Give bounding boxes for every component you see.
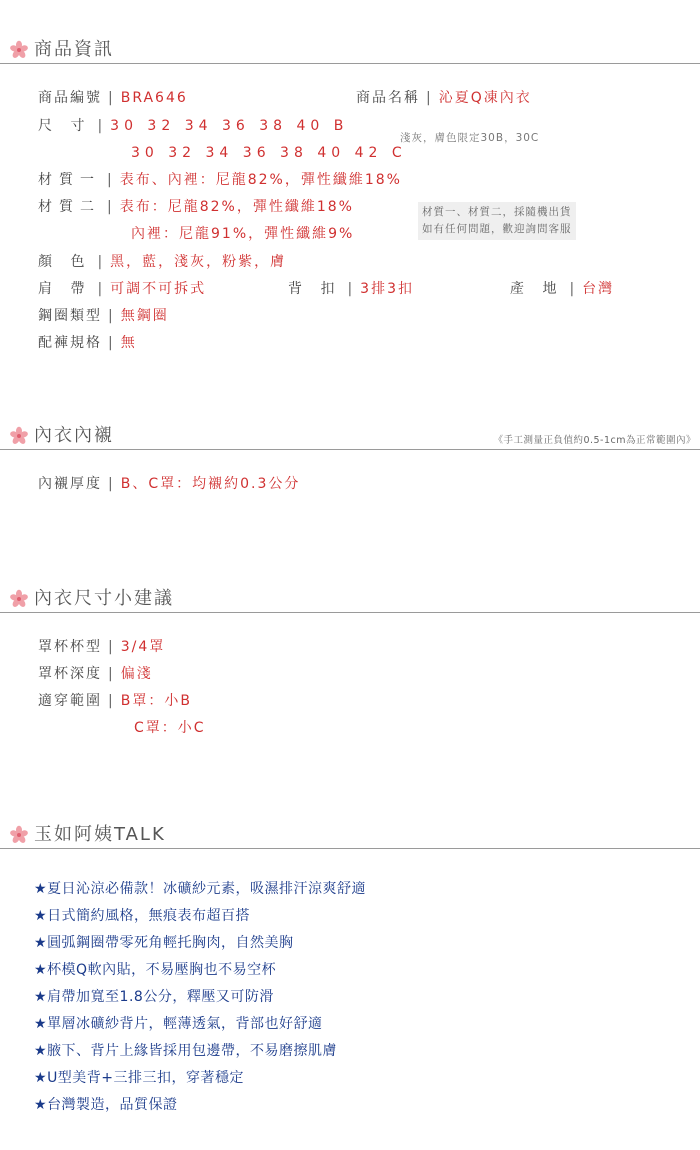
material2-line2: 內裡：尼龍91%，彈性纖維9% xyxy=(131,226,355,242)
cup-type-value: 3/4罩 xyxy=(120,639,166,655)
separator: | xyxy=(97,254,105,270)
wire-row xyxy=(38,306,169,326)
separator: | xyxy=(108,693,115,709)
section-divider xyxy=(0,63,700,64)
star-icon: ★ xyxy=(34,1016,48,1032)
separator: | xyxy=(97,118,105,134)
wire-label: 鋼圈類型 xyxy=(38,308,102,324)
fit-range-row-2 xyxy=(134,718,206,738)
section-divider xyxy=(0,449,700,450)
pants-value: 無 xyxy=(120,335,137,351)
talk-item-text: 肩帶加寬至1.8公分，釋壓又可防滑 xyxy=(47,989,274,1005)
material1-value: 表布、內裡：尼龍82%，彈性纖維18% xyxy=(119,172,402,188)
talk-item xyxy=(34,987,274,1007)
material1-row xyxy=(38,170,402,190)
origin-label: 產 地 xyxy=(510,281,564,297)
talk-item-text: 日式簡約風格，無痕表布超百搭 xyxy=(47,908,251,924)
color-label: 顏 色 xyxy=(38,254,92,270)
origin-value: 台灣 xyxy=(582,281,615,297)
origin-row xyxy=(510,279,614,299)
material2-label: 材質二 xyxy=(38,199,101,215)
material2-row xyxy=(38,197,354,217)
lining-thickness-label: 內襯厚度 xyxy=(38,476,102,492)
star-icon: ★ xyxy=(34,881,48,897)
material1-label: 材質一 xyxy=(38,172,101,188)
talk-item xyxy=(34,906,250,926)
talk-item xyxy=(34,960,276,980)
flower-icon xyxy=(9,426,29,446)
separator: | xyxy=(108,90,115,106)
fit-range-row xyxy=(38,691,192,711)
separator: | xyxy=(347,281,355,297)
talk-item xyxy=(34,1014,323,1034)
talk-item xyxy=(34,879,366,899)
separator: | xyxy=(107,172,114,188)
section-header-size xyxy=(0,587,700,613)
lining-thickness-row xyxy=(38,474,300,494)
talk-item xyxy=(34,1041,337,1061)
fit-range-b: B罩：小B xyxy=(120,693,192,709)
material2-row-2 xyxy=(131,224,354,244)
cup-type-row xyxy=(38,637,165,657)
section-title-info: 商品資訊 xyxy=(34,39,114,60)
strap-row xyxy=(38,279,206,299)
cup-type-label: 罩杯杯型 xyxy=(38,639,102,655)
talk-item-text: 夏日沁涼必備款！冰礦紗元素，吸濕排汗涼爽舒適 xyxy=(47,881,367,897)
separator: | xyxy=(426,90,433,106)
separator: | xyxy=(108,476,115,492)
size-row-c xyxy=(131,143,407,163)
talk-item-text: 圓弧鋼圈帶零死角輕托胸肉，自然美胸 xyxy=(47,935,294,951)
section-divider xyxy=(0,612,700,613)
strap-value: 可調不可拆式 xyxy=(110,281,207,297)
talk-item-text: 杯模Q軟內貼，不易壓胸也不易空杯 xyxy=(47,962,277,978)
flower-icon xyxy=(9,40,29,60)
flower-icon xyxy=(9,825,29,845)
section-title-lining: 內衣內襯 xyxy=(34,425,114,446)
material-note-box xyxy=(418,202,576,240)
product-code-row xyxy=(38,88,188,108)
separator: | xyxy=(108,308,115,324)
star-icon: ★ xyxy=(34,962,48,978)
separator: | xyxy=(107,199,114,215)
back-label: 背 扣 xyxy=(288,281,342,297)
size-label: 尺 寸 xyxy=(38,118,92,134)
pants-label: 配褲規格 xyxy=(38,335,102,351)
star-icon: ★ xyxy=(34,935,48,951)
separator: | xyxy=(108,666,115,682)
size-row xyxy=(38,116,348,136)
color-row xyxy=(38,252,286,272)
star-icon: ★ xyxy=(34,908,48,924)
section-divider xyxy=(0,848,700,849)
wire-value: 無鋼圈 xyxy=(120,308,169,324)
star-icon: ★ xyxy=(34,1070,48,1086)
talk-item xyxy=(34,1068,244,1088)
size-c-value: 30 32 34 36 38 40 42 C xyxy=(131,145,407,161)
talk-item-text: 單層冰礦紗背片，輕薄透氣，背部也好舒適 xyxy=(47,1016,323,1032)
product-code-label: 商品編號 xyxy=(38,90,102,106)
section-header-lining xyxy=(0,424,700,450)
size-note: 淺灰，膚色限定30B，30C xyxy=(400,132,540,144)
material-note-line2: 如有任何問題，歡迎詢問客服 xyxy=(422,223,572,235)
material-note-line1: 材質一、材質二，採隨機出貨 xyxy=(422,206,572,218)
section-header-info xyxy=(0,38,700,64)
product-name-value: 沁夏Q凍內衣 xyxy=(438,90,532,106)
pants-row xyxy=(38,333,137,353)
talk-item xyxy=(34,933,294,953)
measurement-note: 《手工測量正負值約0.5-1cm為正常範圍內》 xyxy=(493,435,696,446)
fit-range-c: C罩：小C xyxy=(134,720,206,736)
cup-depth-label: 罩杯深度 xyxy=(38,666,102,682)
back-row xyxy=(288,279,414,299)
size-b-value: 30 32 34 36 38 40 B xyxy=(110,118,349,134)
section-title-talk: 玉如阿姨TALK xyxy=(34,824,166,845)
section-header-talk xyxy=(0,823,700,849)
cup-depth-value: 偏淺 xyxy=(120,666,153,682)
separator: | xyxy=(97,281,105,297)
material2-line1: 表布：尼龍82%，彈性纖維18% xyxy=(119,199,354,215)
lining-thickness-value: B、C罩：均襯約0.3公分 xyxy=(120,476,301,492)
talk-item-text: 腋下、背片上緣皆採用包邊帶，不易磨擦肌膚 xyxy=(47,1043,338,1059)
product-name-row xyxy=(356,88,532,108)
fit-range-label: 適穿範圍 xyxy=(38,693,102,709)
talk-item-text: 台灣製造，品質保證 xyxy=(47,1097,178,1113)
star-icon: ★ xyxy=(34,989,48,1005)
separator: | xyxy=(569,281,577,297)
star-icon: ★ xyxy=(34,1043,48,1059)
star-icon: ★ xyxy=(34,1097,48,1113)
product-code-value: BRA646 xyxy=(120,90,188,106)
separator: | xyxy=(108,639,115,655)
color-value: 黑，藍，淺灰，粉紫，膚 xyxy=(110,254,287,270)
talk-item-text: U型美背+三排三扣，穿著穩定 xyxy=(47,1070,245,1086)
back-value: 3排3扣 xyxy=(360,281,414,297)
cup-depth-row xyxy=(38,664,153,684)
section-title-size: 內衣尺寸小建議 xyxy=(34,588,174,609)
product-name-label: 商品名稱 xyxy=(356,90,420,106)
talk-item xyxy=(34,1095,178,1115)
separator: | xyxy=(108,335,115,351)
flower-icon xyxy=(9,589,29,609)
strap-label: 肩 帶 xyxy=(38,281,92,297)
